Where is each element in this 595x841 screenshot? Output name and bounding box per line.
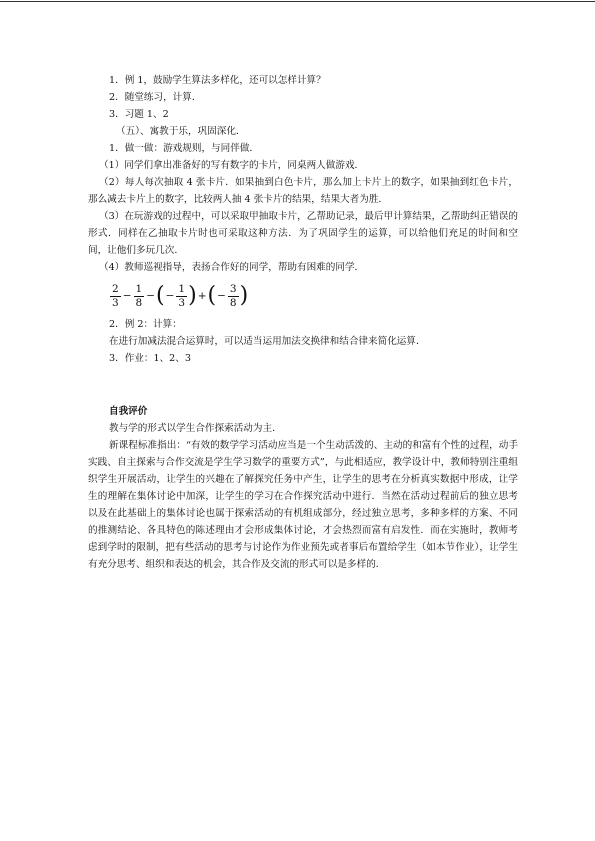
step-example-1: 1．例 1，鼓励学生算法多样化，还可以怎样计算？ [109,75,326,86]
activity-rules: 1．做一做：游戏规则，与同伴做． [109,143,260,154]
fraction-1: $\frac{2}{3}$ [112,282,119,309]
example-2-note: 在进行加减法混合运算时，可以适当运用加法交换律和结合律来简化运算． [109,336,426,347]
left-paren: ( [207,283,217,308]
fraction-4: $\frac{3}{8}$ [229,282,237,309]
step-practice: 2．随堂练习，计算． [109,92,202,103]
rule-1: （1）同学们拿出准备好的写有数字的卡片，同桌两人做游戏． [99,160,365,171]
section-heading-five: （五）、寓教于乐，巩固深化． [116,126,246,137]
self-evaluation-para-2: 新课程标准指出：“有效的数学学习活动应当是一个生动活泼的、主动的和富有个性的过程，动手实践、自主探索与合作交流是学生学习数学的重要方式”，与此相适应，教学设计中，教师特别注重组织学生开展活动，让学生的兴趣在了解探究任务中产生，让学生的思考在分析真实数据中形成，让学生的理解在集体讨论中加深，让学生的学习在合作探究活动中进行．当然在活动过程前后的独立思考以及在此基础上的集体讨论也属于探索活动的有机组成部分，经过独立思考，多种多样的方案、不同的推测结论、各具特色的陈述理由才会形成集体讨论，才会热烈而富有启发性．而在实施时，教师考虑到学时的限制，把有些活动的思考与讨论作为作业预先或者事后布置给学生（如本节作业），让学生有充分思考、组织和表达的机会，其合作及交流的形式可以是多样的． [88,440,518,570]
operator: − [146,289,155,302]
self-evaluation-para-1: 教与学的形式以学生合作探索活动为主． [109,423,282,434]
operator: + [197,289,207,302]
operator: − [165,289,175,302]
self-evaluation-heading: 自我评价 [109,406,148,417]
fraction-2: $\frac{1}{8}$ [135,282,143,309]
spacer [88,367,518,401]
operator: − [217,289,226,302]
step-homework: 3．作业：1、2、3 [109,353,191,364]
operator: − [122,289,132,302]
math-formula [88,276,518,316]
top-border-line [0,1,595,2]
step-exercises: 3．习题 1、2 [109,109,169,120]
left-paren: ( [156,283,165,308]
fraction-3: $\frac{1}{3}$ [178,282,186,309]
rule-2: （2）每人每次抽取 4 张卡片．如果抽到白色卡片，那么加上卡片上的数字，如果抽到红色卡片，那么减去卡片上的数字，比较两人抽 4 张卡片的结果，结果大者为胜． [88,177,518,205]
document-page [88,72,518,573]
step-example-2: 2．例 2：计算： [109,319,182,330]
right-paren: ) [239,283,249,308]
right-paren: ) [188,283,197,308]
rule-3: （3）在玩游戏的过程中，可以采取甲抽取卡片，乙帮助记录，最后甲计算结果，乙帮助纠正错误的形式．同样在乙抽取卡片时也可采取这种方法．为了巩固学生的运算，可以给他们充足的时间和空间，让他们多玩几次． [88,211,518,256]
rule-4: （4）教师巡视指导，表扬合作好的同学，帮助有困难的同学． [99,262,365,273]
